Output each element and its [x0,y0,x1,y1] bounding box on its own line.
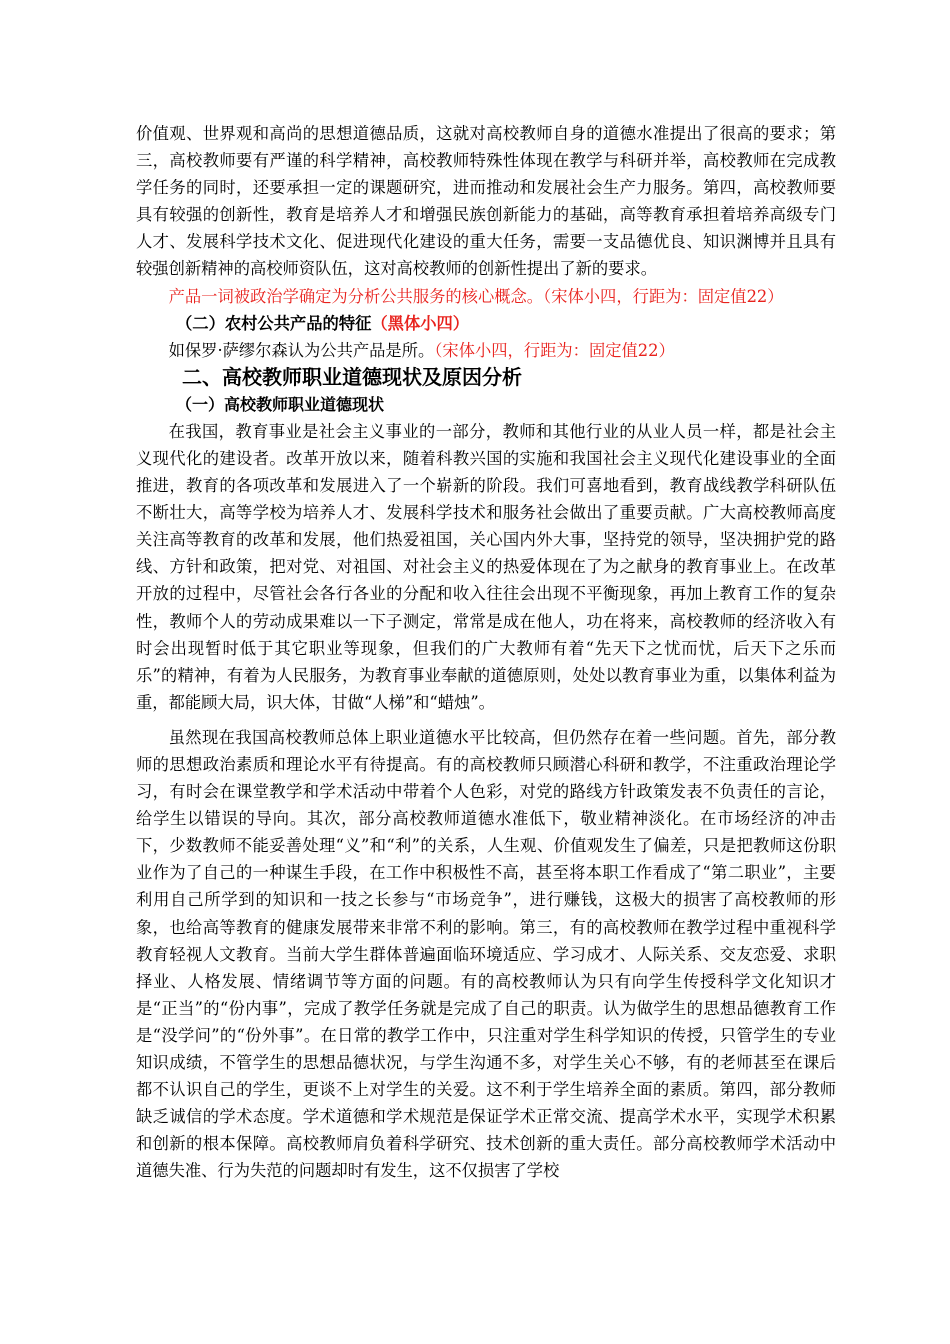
paragraph-gap [136,716,836,724]
heading-rural-product-note: （黑体小四） [371,313,470,333]
paragraph-problems: 虽然现在我国高校教师总体上职业道德水平比较高，但仍然存在着一些问题。首先，部分教师的思想政治素质和理论水平有待提高。有的高校教师只顾潜心科研和教学，不注重政治理论学习，有时会在课堂教学和学术活动中带着个人色彩，对党的路线方针政策发表不负责任的言论，给学生以错误的导向。其次，部分高校教师道德水准低下，敬业精神淡化。在市场经济的冲击下，少数教师不能妥善处理“义”和“利”的关系，人生观、价值观发生了偏差，只是把教师这份职业作为了自己的一种谋生手段，在工作中积极性不高，甚至将本职工作看成了“第二职业”，主要利用自己所学到的知识和一技之长参与“市场竞争”，进行赚钱，这极大的损害了高校教师的形象，也给高等教育的健康发展带来非常不利的影响。第三，有的高校教师在教学过程中重视科学教育轻视人文教育。当前大学生群体普遍面临环境适应、学习成才、人际关系、交友恋爱、求职择业、人格发展、情绪调节等方面的问题。有的高校教师认为只有向学生传授科学文化知识才是“正当”的“份内事”，完成了教学任务就是完成了自己的职责。认为做学生的思想品德教育工作是“没学问”的“份外事”。在日常的教学工作中，只注重对学生科学知识的传授，只管学生的专业知识成绩，不管学生的思想品德状况，与学生沟通不多，对学生关心不够，有的老师甚至在课后都不认识自己的学生，更谈不上对学生的关爱。这不利于学生培养全面的素质。第四，部分教师缺乏诚信的学术态度。学术道德和学术规范是保证学术正常交流、提高学术水平，实现学术积累和创新的根本保障。高校教师肩负着科学研究、技术创新的重大责任。部分高校教师学术活动中道德失准、行为失范的问题却时有发生，这不仅损害了学校 [136,727,836,1181]
paragraph-samuelson [136,337,836,364]
paragraph-samuelson-note: （宋体小四，行距为：固定值22） [434,340,675,360]
paragraph-samuelson-text: 如保罗·萨缪尔森认为公共产品是所。 [168,340,435,360]
heading-rural-product [136,310,836,337]
paragraph-product-note: 产品一词被政治学确定为分析公共服务的核心概念。（宋体小四，行距为：固定值22） [168,286,784,306]
document-page [136,120,836,1184]
paragraph-education-career: 在我国，教育事业是社会主义事业的一部分，教师和其他行业的从业人员一样，都是社会主义现代化的建设者。改革开放以来，随着科教兴国的实施和我国社会主义现代化建设事业的全面推进，教育的各项改革和发展进入了一个崭新的阶段。我们可喜地看到，教育战线教学科研队伍不断壮大，高等学校为培养人才、发展科学技术和服务社会做出了重要贡献。广大高校教师高度关注高等教育的改革和发展，他们热爱祖国，关心国内外大事，坚持党的领导，坚决拥护党的路线、方针和政策，把对党、对祖国、对社会主义的热爱体现在了为之献身的教育事业上。在改革开放的过程中，尽管社会各行各业的分配和收入往往会出现不平衡现象，再加上教育工作的复杂性，教师个人的劳动成果难以一下子测定，常常是成在他人，功在将来，高校教师的经济收入有时会出现暂时低于其它职业等现象，但我们的广大教师有着“先天下之忧而忧，后天下之乐而乐”的精神，有着为人民服务，为教育事业奉献的道德原则，处处以教育事业为重，以集体利益为重，都能顾大局，识大体，甘做“人梯”和“蜡烛”。 [136,421,836,712]
paragraph-values: 价值观、世界观和高尚的思想道德品质，这就对高校教师自身的道德水准提出了很高的要求；第三，高校教师要有严谨的科学精神，高校教师特殊性体现在教学与科研并举，高校教师在完成教学任务的同时，还要承担一定的课题研究，进而推动和发展社会生产力服务。第四，高校教师要具有较强的创新性，教育是培养人才和增强民族创新能力的基础，高等教育承担着培养高级专门人才、发展科学技术文化、促进现代化建设的重大任务，需要一支品德优良、知识渊博并且具有较强创新精神的高校师资队伍，这对高校教师的创新性提出了新的要求。 [136,124,836,279]
heading-current-status: （一）高校教师职业道德现状 [176,394,385,414]
heading-section-two: 二、高校教师职业道德现状及原因分析 [182,364,522,389]
heading-rural-product-text: （二）农村公共产品的特征 [176,313,372,333]
